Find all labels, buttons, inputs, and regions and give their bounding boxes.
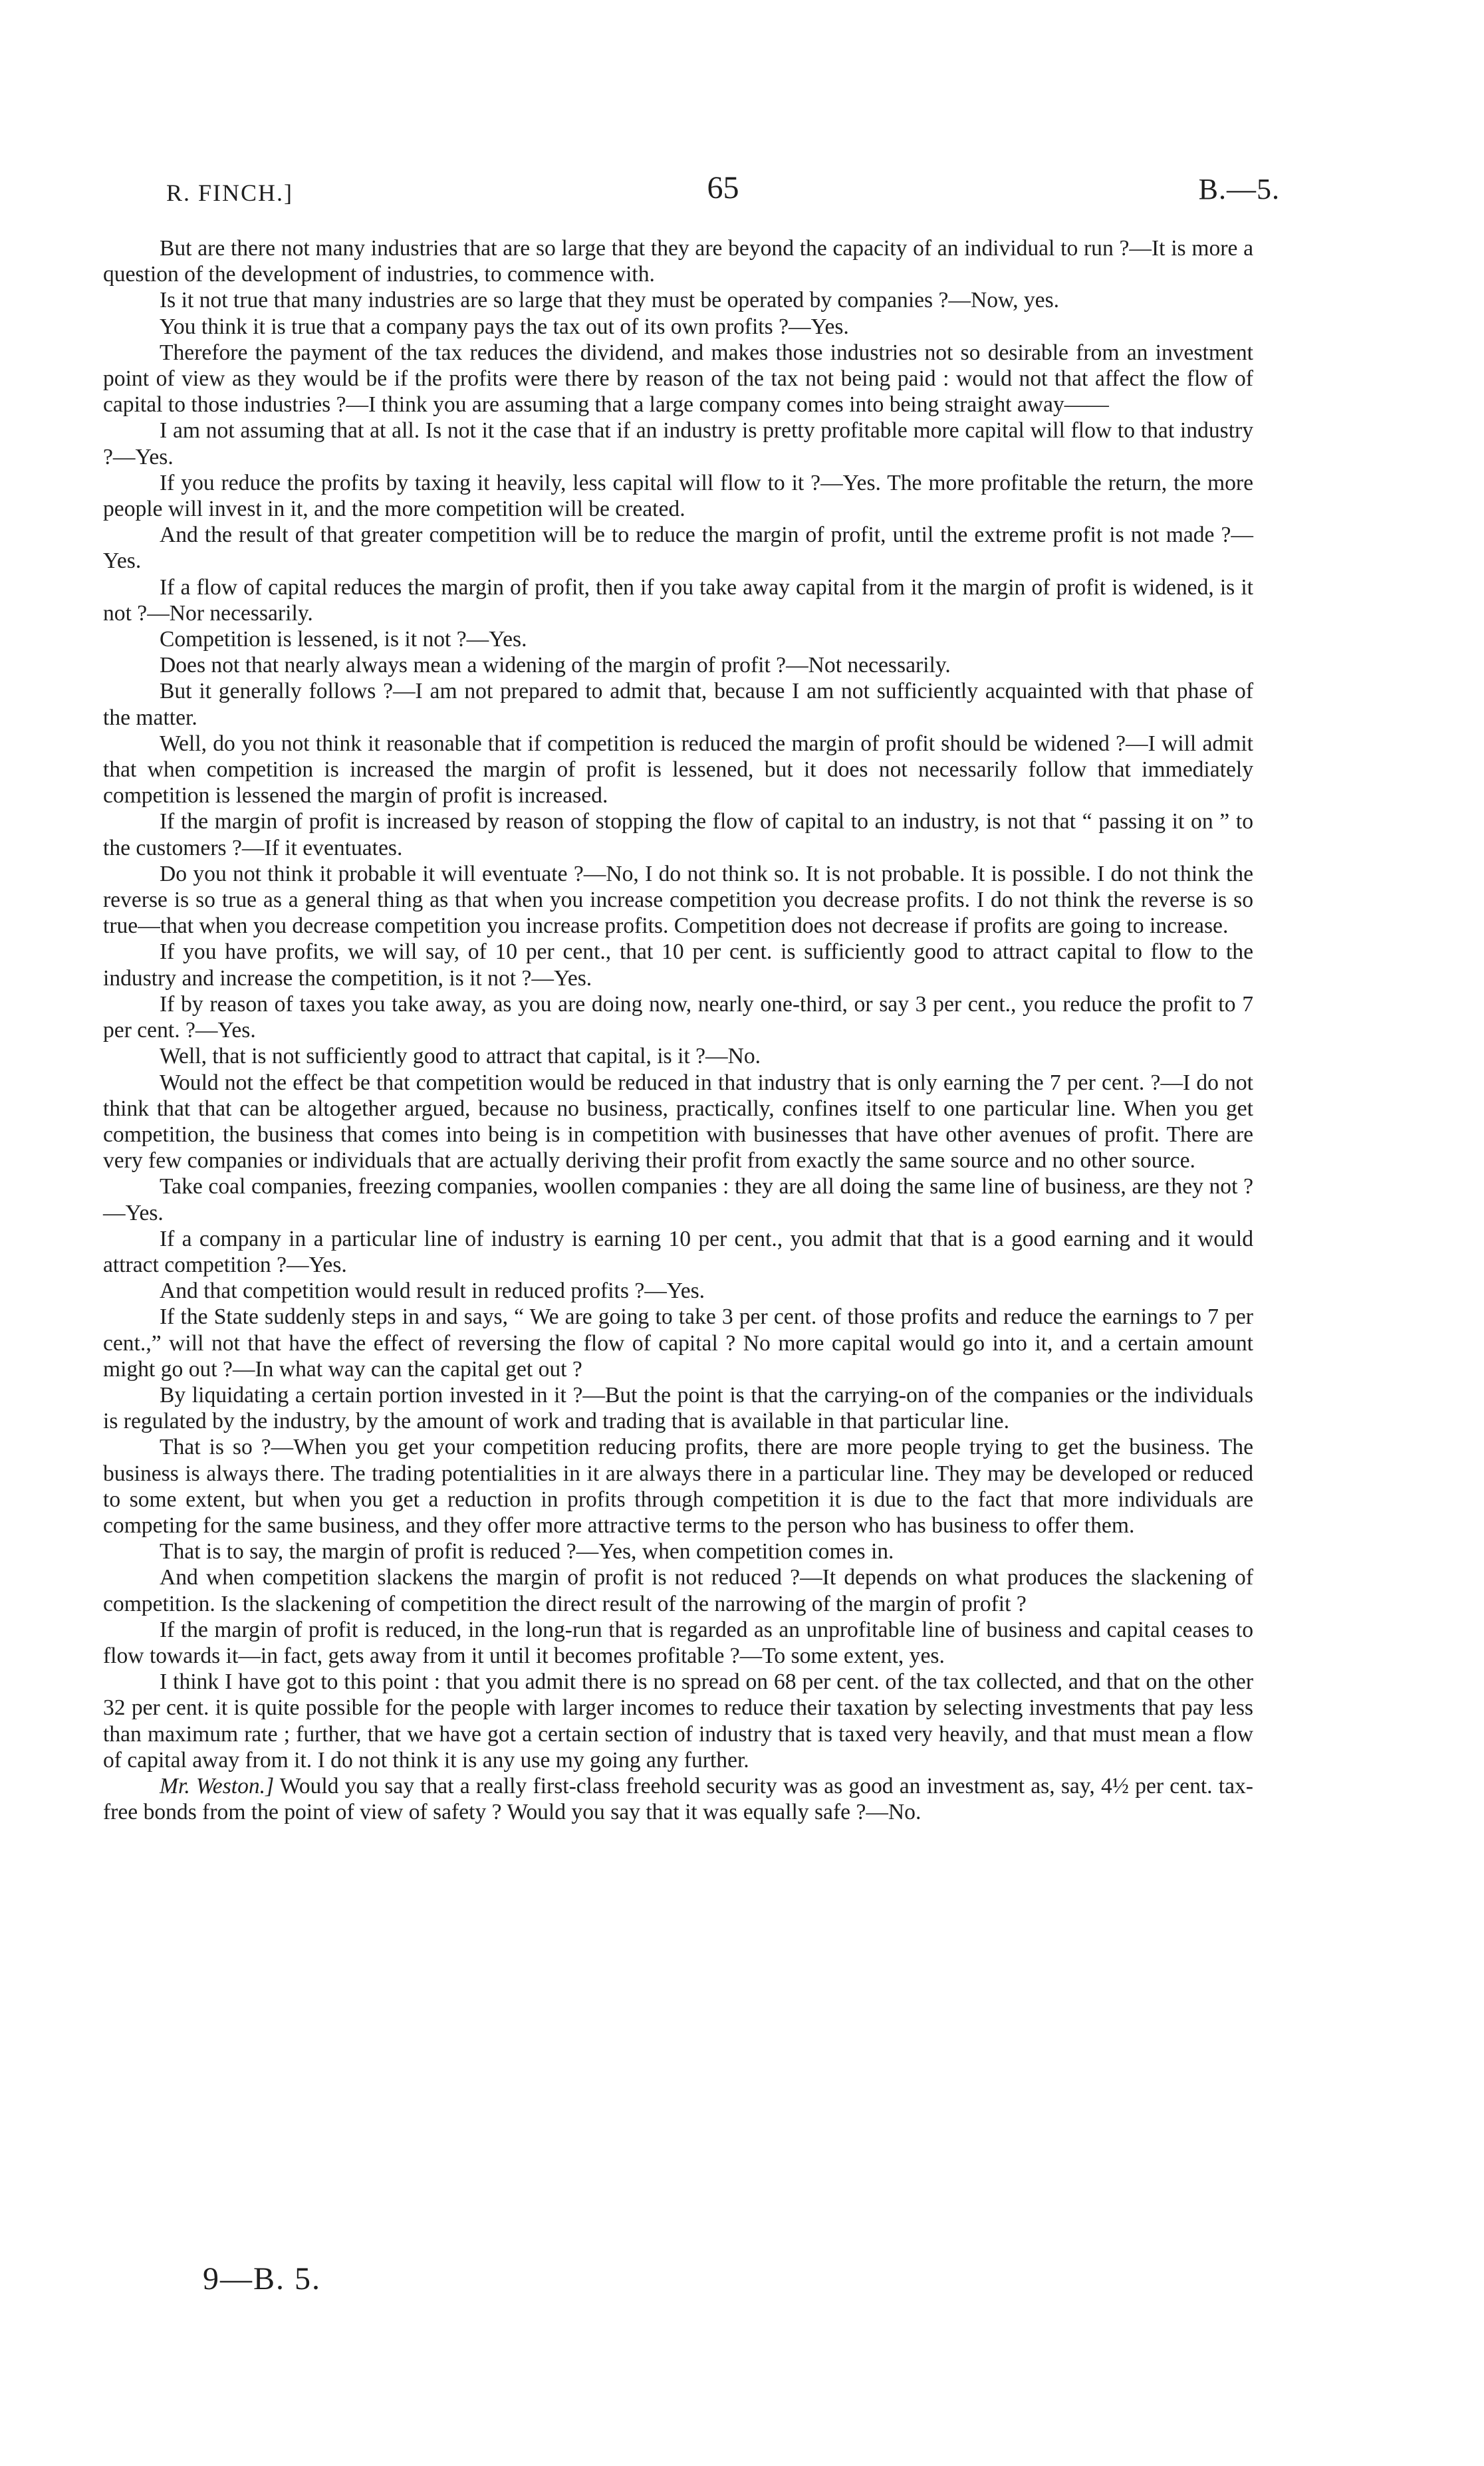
paragraph: But are there not many industries that are so large that they are beyond the capacity of an individual to run ?—It is more a question of the development of industries, to commence with.: [103, 236, 1253, 287]
paragraph: And that competition would result in reduced profits ?—Yes.: [160, 1279, 705, 1304]
paragraph: If a flow of capital reduces the margin of profit, then if you take away capital from it the margin of profit is widened, is it not ?—Nor necessarily.: [103, 574, 1253, 626]
paragraph: Well, do you not think it reasonable that if competition is reduced the margin of profit should be widened ?—I will admit that when competition is increased the margin of profit is lessened, but it does not necessarily follow that immediately competition is lessened the margin of profit is increased.: [103, 731, 1253, 808]
paragraph: Therefore the payment of the tax reduces the dividend, and makes those industries not so desirable from an investment point of view as they would be if the profits were there by reason of the tax not being paid : would not that affect the flow of capital to those industries ?—I think you are assuming that a large company comes into being straight away——: [103, 340, 1253, 418]
paragraph: If you have profits, we will say, of 10 per cent., that 10 per cent. is sufficiently good to attract capital to flow to the industry and increase the competition, is it not ?—Yes.: [103, 939, 1253, 991]
transcript-body: [103, 235, 1253, 1825]
paragraph: If by reason of taxes you take away, as you are doing now, nearly one-third, or say 3 per cent., you reduce the profit to 7 per cent. ?—Yes.: [103, 991, 1253, 1043]
paragraph: If the margin of profit is reduced, in the long-run that is regarded as an unprofitable line of business and capital ceases to flow towards it—in fact, gets away from it until it becomes profitable ?—To some extent, yes.: [103, 1617, 1253, 1668]
paragraph: Would not the effect be that competition would be reduced in that industry that is only earning the 7 per cent. ?—I do not think that that can be altogether argued, because no business, practically, confines itself to one particular line. When you get competition, the business that comes into being is in competition with businesses that have other avenues of profit. There are very few companies or individuals that are actually deriving their profit from exactly the same source and no other source.: [103, 1070, 1253, 1173]
paragraph: If you reduce the profits by taxing it heavily, less capital will flow to it ?—Yes. The more profitable the return, the more people will invest in it, and the more competition will be created.: [103, 470, 1253, 522]
paragraph: Competition is lessened, is it not ?—Yes.: [160, 627, 527, 652]
page-header: [166, 170, 1280, 216]
paragraph: You think it is true that a company pays the tax out of its own profits ?—Yes.: [160, 314, 849, 339]
paragraph: Well, that is not sufficiently good to attract that capital, is it ?—No.: [160, 1044, 761, 1069]
document-reference: B.—5.: [1198, 173, 1280, 205]
page-number: 65: [707, 170, 739, 205]
witness-name: R. FINCH.]: [166, 180, 294, 206]
paragraph: And when competition slackens the margin of profit is not reduced ?—It depends on what produces the slackening of competition. Is the slackening of competition the direct result of the narrowing of the margin of profit ?: [103, 1565, 1253, 1616]
paragraph: If the margin of profit is increased by reason of stopping the flow of capital to an industry, is not that “ passing it on ” to the customers ?—If it eventuates.: [103, 809, 1253, 860]
speaker-name: Mr. Weston.]: [160, 1773, 275, 1798]
paragraph: I think I have got to this point : that you admit there is no spread on 68 per cent. of the tax collected, and that on the other 32 per cent. it is quite possible for the people with larger incomes to reduce their taxation by selecting investments that pay less than maximum rate ; further, that we have got a certain section of industry that is taxed very heavily, and that must mean a flow of capital away from it. I do not think it is any use my going any further.: [103, 1669, 1253, 1773]
paragraph: That is to say, the margin of profit is reduced ?—Yes, when competition comes in.: [160, 1539, 894, 1564]
paragraph: Take coal companies, freezing companies, woollen companies : they are all doing the same line of business, are they not ?—Yes.: [103, 1174, 1253, 1225]
paragraph: But it generally follows ?—I am not prepared to admit that, because I am not sufficiently acquainted with that phase of the matter.: [103, 679, 1253, 730]
paragraph: And the result of that greater competition will be to reduce the margin of profit, until the extreme profit is not made ?—Yes.: [103, 523, 1253, 574]
paragraph: If a company in a particular line of industry is earning 10 per cent., you admit that that is a good earning and it would attract competition ?—Yes.: [103, 1226, 1253, 1277]
paragraph: I am not assuming that at all. Is not it the case that if an industry is pretty profitable more capital will flow to that industry ?—Yes.: [103, 418, 1253, 469]
paragraph: By liquidating a certain portion invested in it ?—But the point is that the carrying-on of the companies or the individuals is regulated by the industry, by the amount of work and trading that is available in that particular line.: [103, 1382, 1253, 1434]
paragraph-text: Would you say that a really first-class freehold security was as good an investment as, say, 4½ per cent. tax-free bonds from the point of view of safety ? Would you say that it was equally safe ?—No.: [103, 1773, 1253, 1825]
paragraph: Do you not think it probable it will eventuate ?—No, I do not think so. It is not probable. It is possible. I do not think the reverse is so true as a general thing as that when you increase competition you decrease profits. I do not think the reverse is so true—that when you decrease competition you increase profits. Competition does not decrease if profits are going to increase.: [103, 861, 1253, 939]
paragraph-weston: [103, 1773, 1253, 1825]
paragraph: Is it not true that many industries are so large that they must be operated by companies ?—Now, yes.: [160, 288, 1060, 313]
paragraph: If the State suddenly steps in and says, “ We are going to take 3 per cent. of those profits and reduce the earnings to 7 per cent.,” will not that have the effect of reversing the flow of capital ? No more capital would go into it, and a certain amount might go out ?—In what way can the capital get out ?: [103, 1304, 1253, 1382]
signature-mark: 9—B. 5.: [203, 2261, 322, 2296]
paragraph: Does not that nearly always mean a widening of the margin of profit ?—Not necessarily.: [160, 653, 951, 678]
paragraph: That is so ?—When you get your competition reducing profits, there are more people trying to get the business. The business is always there. The trading potentialities in it are always there in a particular line. They may be developed or reduced to some extent, but when you get a reduction in profits through competition it is due to the fact that more individuals are competing for the same business, and they offer more attractive terms to the person who has business to offer them.: [103, 1435, 1253, 1538]
